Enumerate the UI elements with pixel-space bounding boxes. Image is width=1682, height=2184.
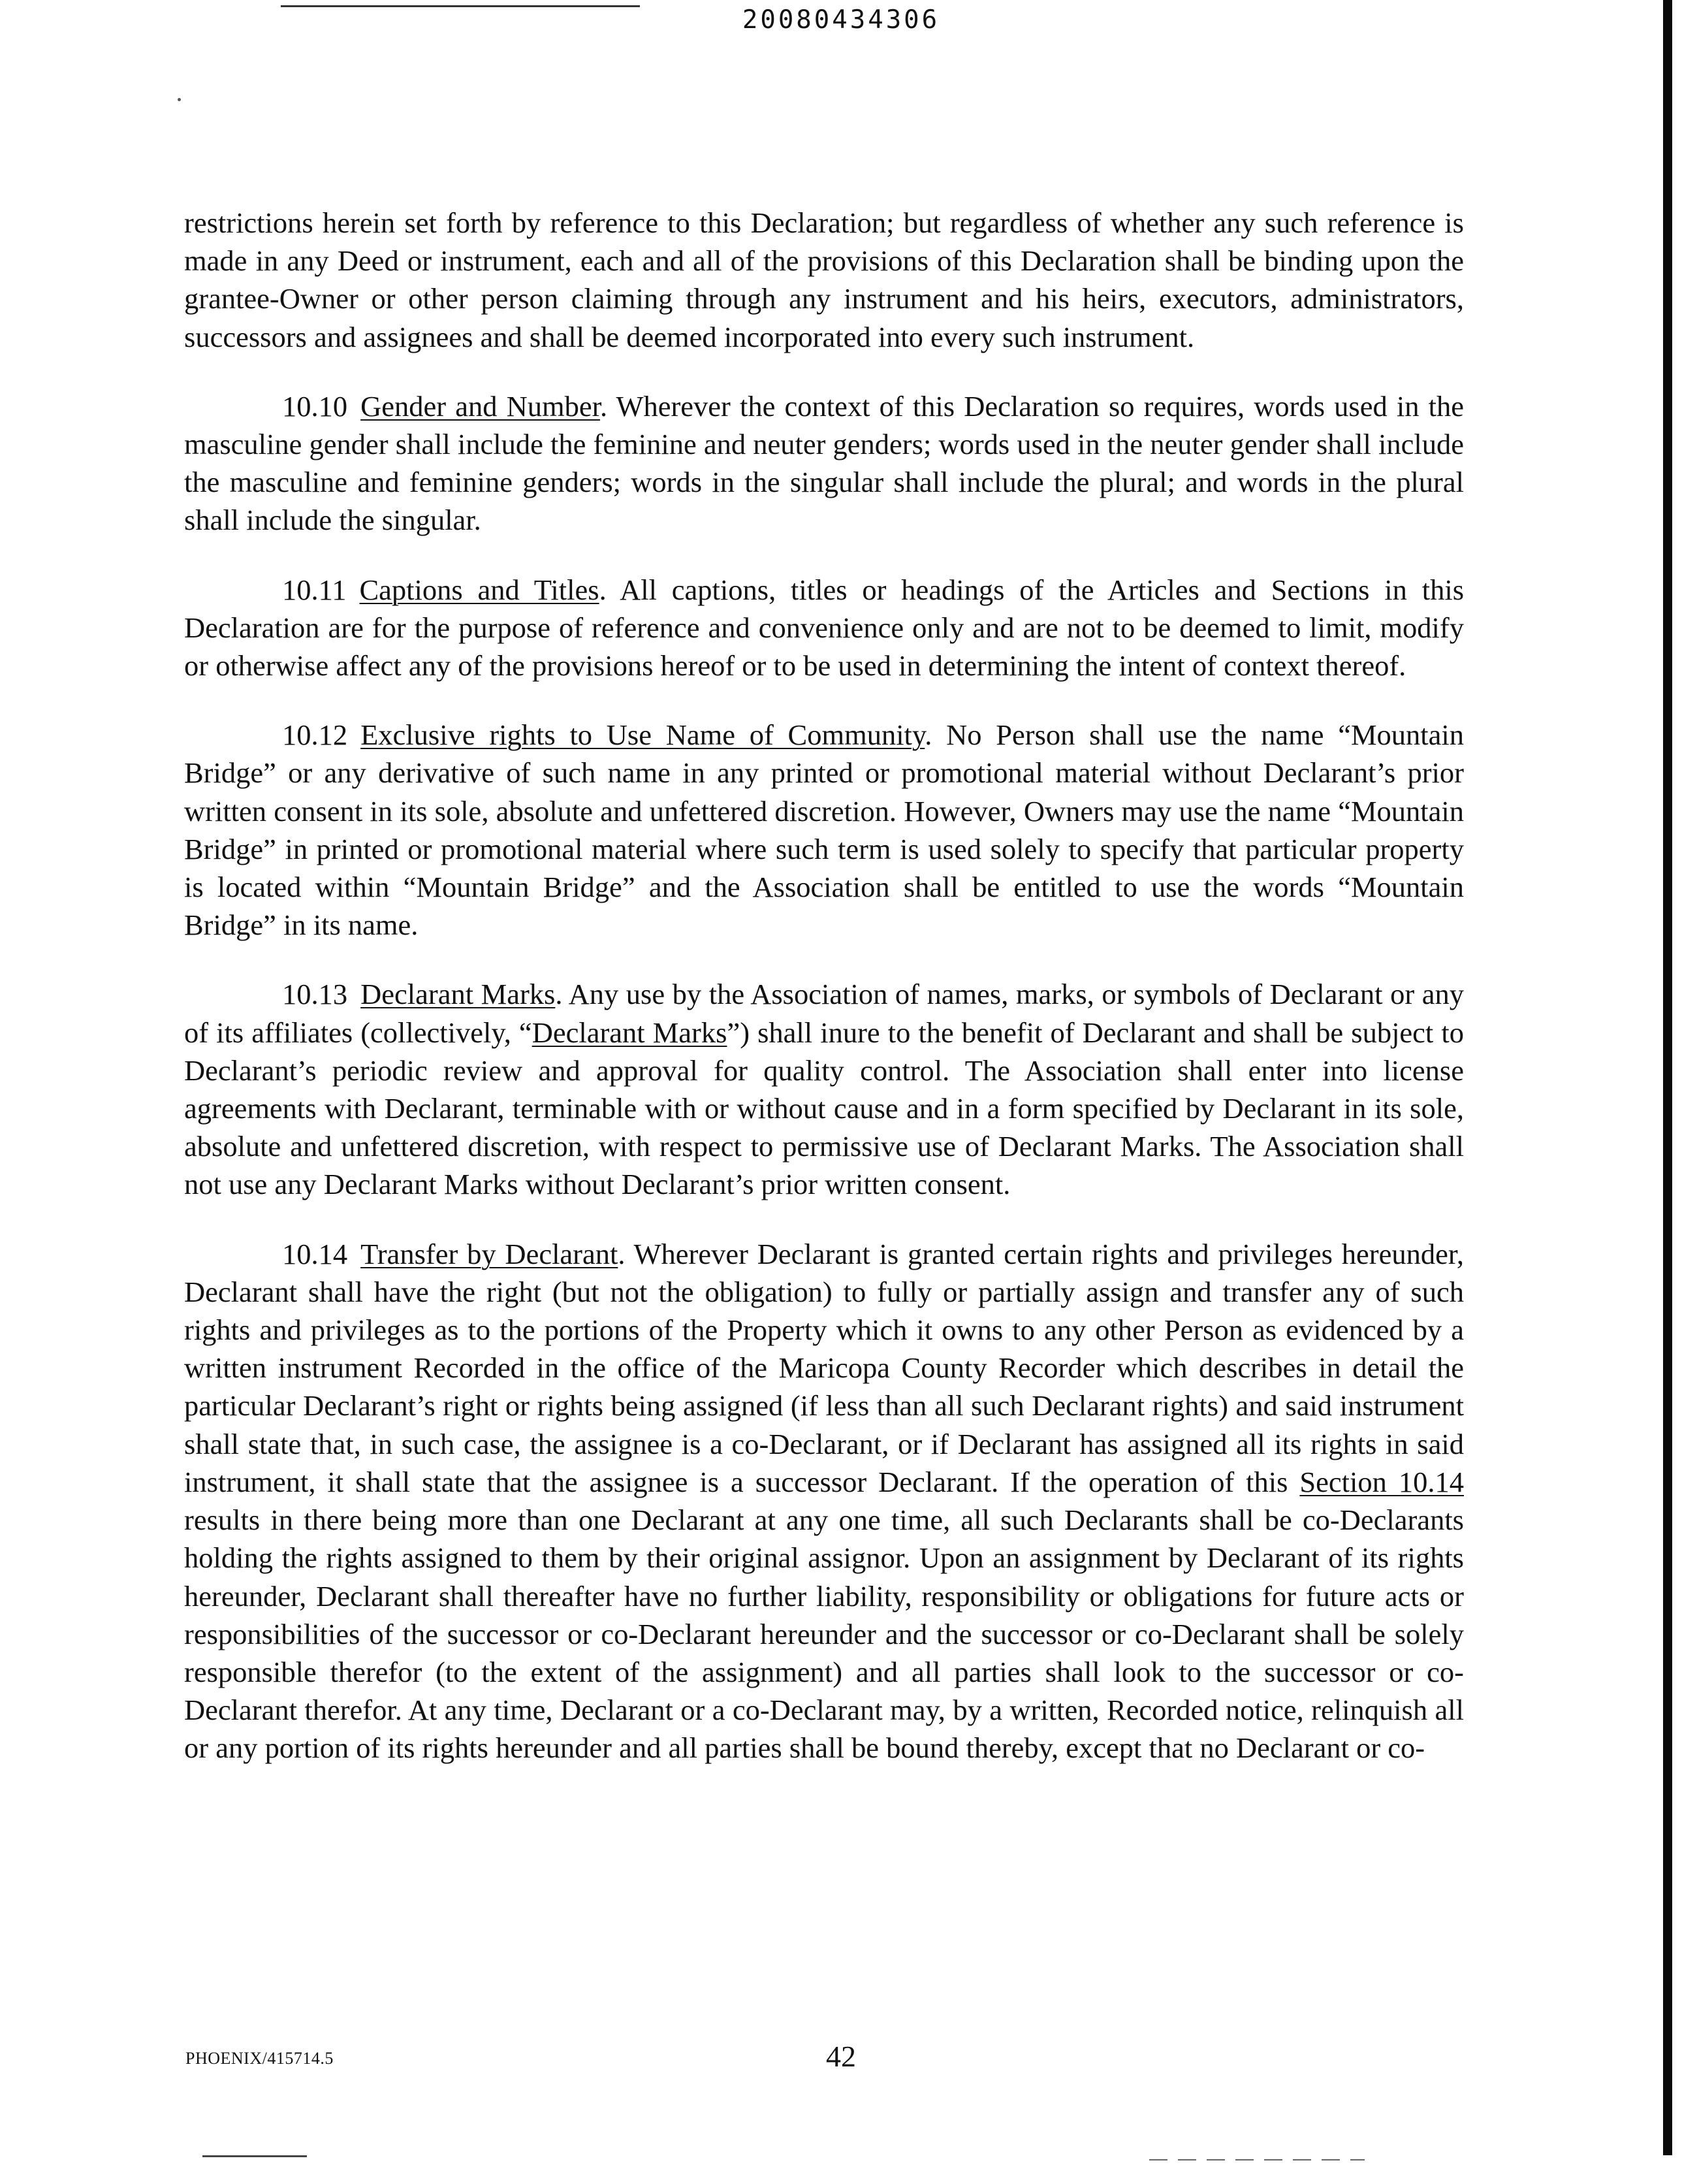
scan-artifact-dot (178, 98, 181, 101)
section-number: 10.11 (282, 573, 347, 606)
section-text: ”) shall inure to the benefit of Declarant and shall be subject to Declarant’s periodic review and approval for quality control. The Association shall enter into license agreements with Declarant, terminable with or without cause and in a form specified by Declarant in its sole, absolute and unfettered discretion, with respect to permissive use of Declarant Marks. The Association shall not use any Declarant Marks without Declarant’s prior written consent. (184, 1016, 1464, 1201)
section-text: results in there being more than one Declarant at any one time, all such Declarants shall be co-Declarants holding the rights assigned to them by their original assignor. Upon an assignment by Declarant of its rights hereunder, Declarant shall thereafter have no further liability, responsibility or obligations for future acts or responsibilities of the successor or co-Declarant hereunder and the successor or co-Declarant shall be solely responsible therefor (to the extent of the assignment) and all parties shall look to the successor or co-Declarant therefor. At any time, Declarant or a co-Declarant may, by a written, Recorded notice, relinquish all or any portion of its rights hereunder and all parties shall be bound thereby, except that no Declarant or co- (184, 1503, 1464, 1765)
footer-page-number: 42 (826, 2040, 856, 2073)
section-heading: Captions and Titles (359, 573, 599, 606)
scan-artifact-bottom-left-line (202, 2155, 307, 2157)
section-10-12 (184, 716, 1464, 944)
section-10-10 (184, 387, 1464, 539)
section-number: 10.12 (282, 718, 348, 752)
scan-artifact-bottom-right-line (1149, 2159, 1365, 2160)
section-number: 10.14 (282, 1237, 348, 1270)
section-cross-reference: Section 10.14 (1299, 1465, 1464, 1498)
section-heading: Declarant Marks (360, 978, 556, 1011)
recording-number: 20080434306 (742, 5, 940, 35)
section-heading: Exclusive rights to Use Name of Community (360, 718, 925, 752)
defined-term: Declarant Marks (532, 1016, 727, 1049)
paragraph-text: restrictions herein set forth by reference to this Declaration; but regardless of whether any such reference is made in any Deed or instrument, each and all of the provisions of this Declaration shall be binding upon the grantee-Owner or other person claiming through any instrument and his heirs, executors, administrators, successors and assignees and shall be deemed incorporated into every such instrument. (184, 206, 1464, 353)
section-text: . Wherever Declarant is granted certain rights and privileges hereunder, Declarant shall have the right (but not the obligation) to fully or partially assign and transfer any of such rights and privileges as to the portions of the Property which it owns to any other Person as evidenced by a written instrument Recorded in the office of the Maricopa County Recorder which describes in detail the particular Declarant’s right or rights being assigned (if less than all such Declarant rights) and said instrument shall state that, in such case, the assignee is a co-Declarant, or if Declarant has assigned all its rights in said instrument, it shall state that the assignee is a successor Declarant. If the operation of this (184, 1237, 1464, 1498)
section-10-13 (184, 975, 1464, 1203)
section-text: . Any use by the Association of names, marks, or symbols of Declarant or any of its affiliates (collectively, “ (184, 978, 1464, 1049)
footer-document-id: PHOENIX/415714.5 (185, 2049, 334, 2068)
section-text: . Wherever the context of this Declaration so requires, words used in the masculine gender shall include the feminine and neuter genders; words used in the neuter gender shall include the masculine and feminine genders; words in the singular shall include the plural; and words in the plural shall include the singular. (184, 389, 1464, 537)
section-10-11 (184, 571, 1464, 685)
section-text: . No Person shall use the name “Mountain Bridge” or any derivative of such name in any printed or promotional material without Declarant’s prior written consent in its sole, absolute and unfettered discretion. However, Owners may use the name “Mountain Bridge” in printed or promotional material where such term is used solely to specify that particular property is located within “Mountain Bridge” and the Association shall be entitled to use the words “Mountain Bridge” in its name. (184, 718, 1465, 942)
paragraph-continuation (184, 204, 1464, 356)
document-body (184, 204, 1464, 1799)
section-10-14 (184, 1235, 1464, 1767)
section-number: 10.10 (282, 389, 348, 423)
section-number: 10.13 (282, 978, 348, 1011)
section-heading: Transfer by Declarant (360, 1237, 618, 1270)
section-heading: Gender and Number (360, 389, 600, 423)
scan-right-border (1663, 0, 1672, 2155)
section-text: . All captions, titles or headings of the Articles and Sections in this Declaration are for the purpose of reference and convenience only and are not to be deemed to limit, modify or otherwise affect any of the provisions hereof or to be used in determining the intent of context thereof. (184, 573, 1465, 682)
